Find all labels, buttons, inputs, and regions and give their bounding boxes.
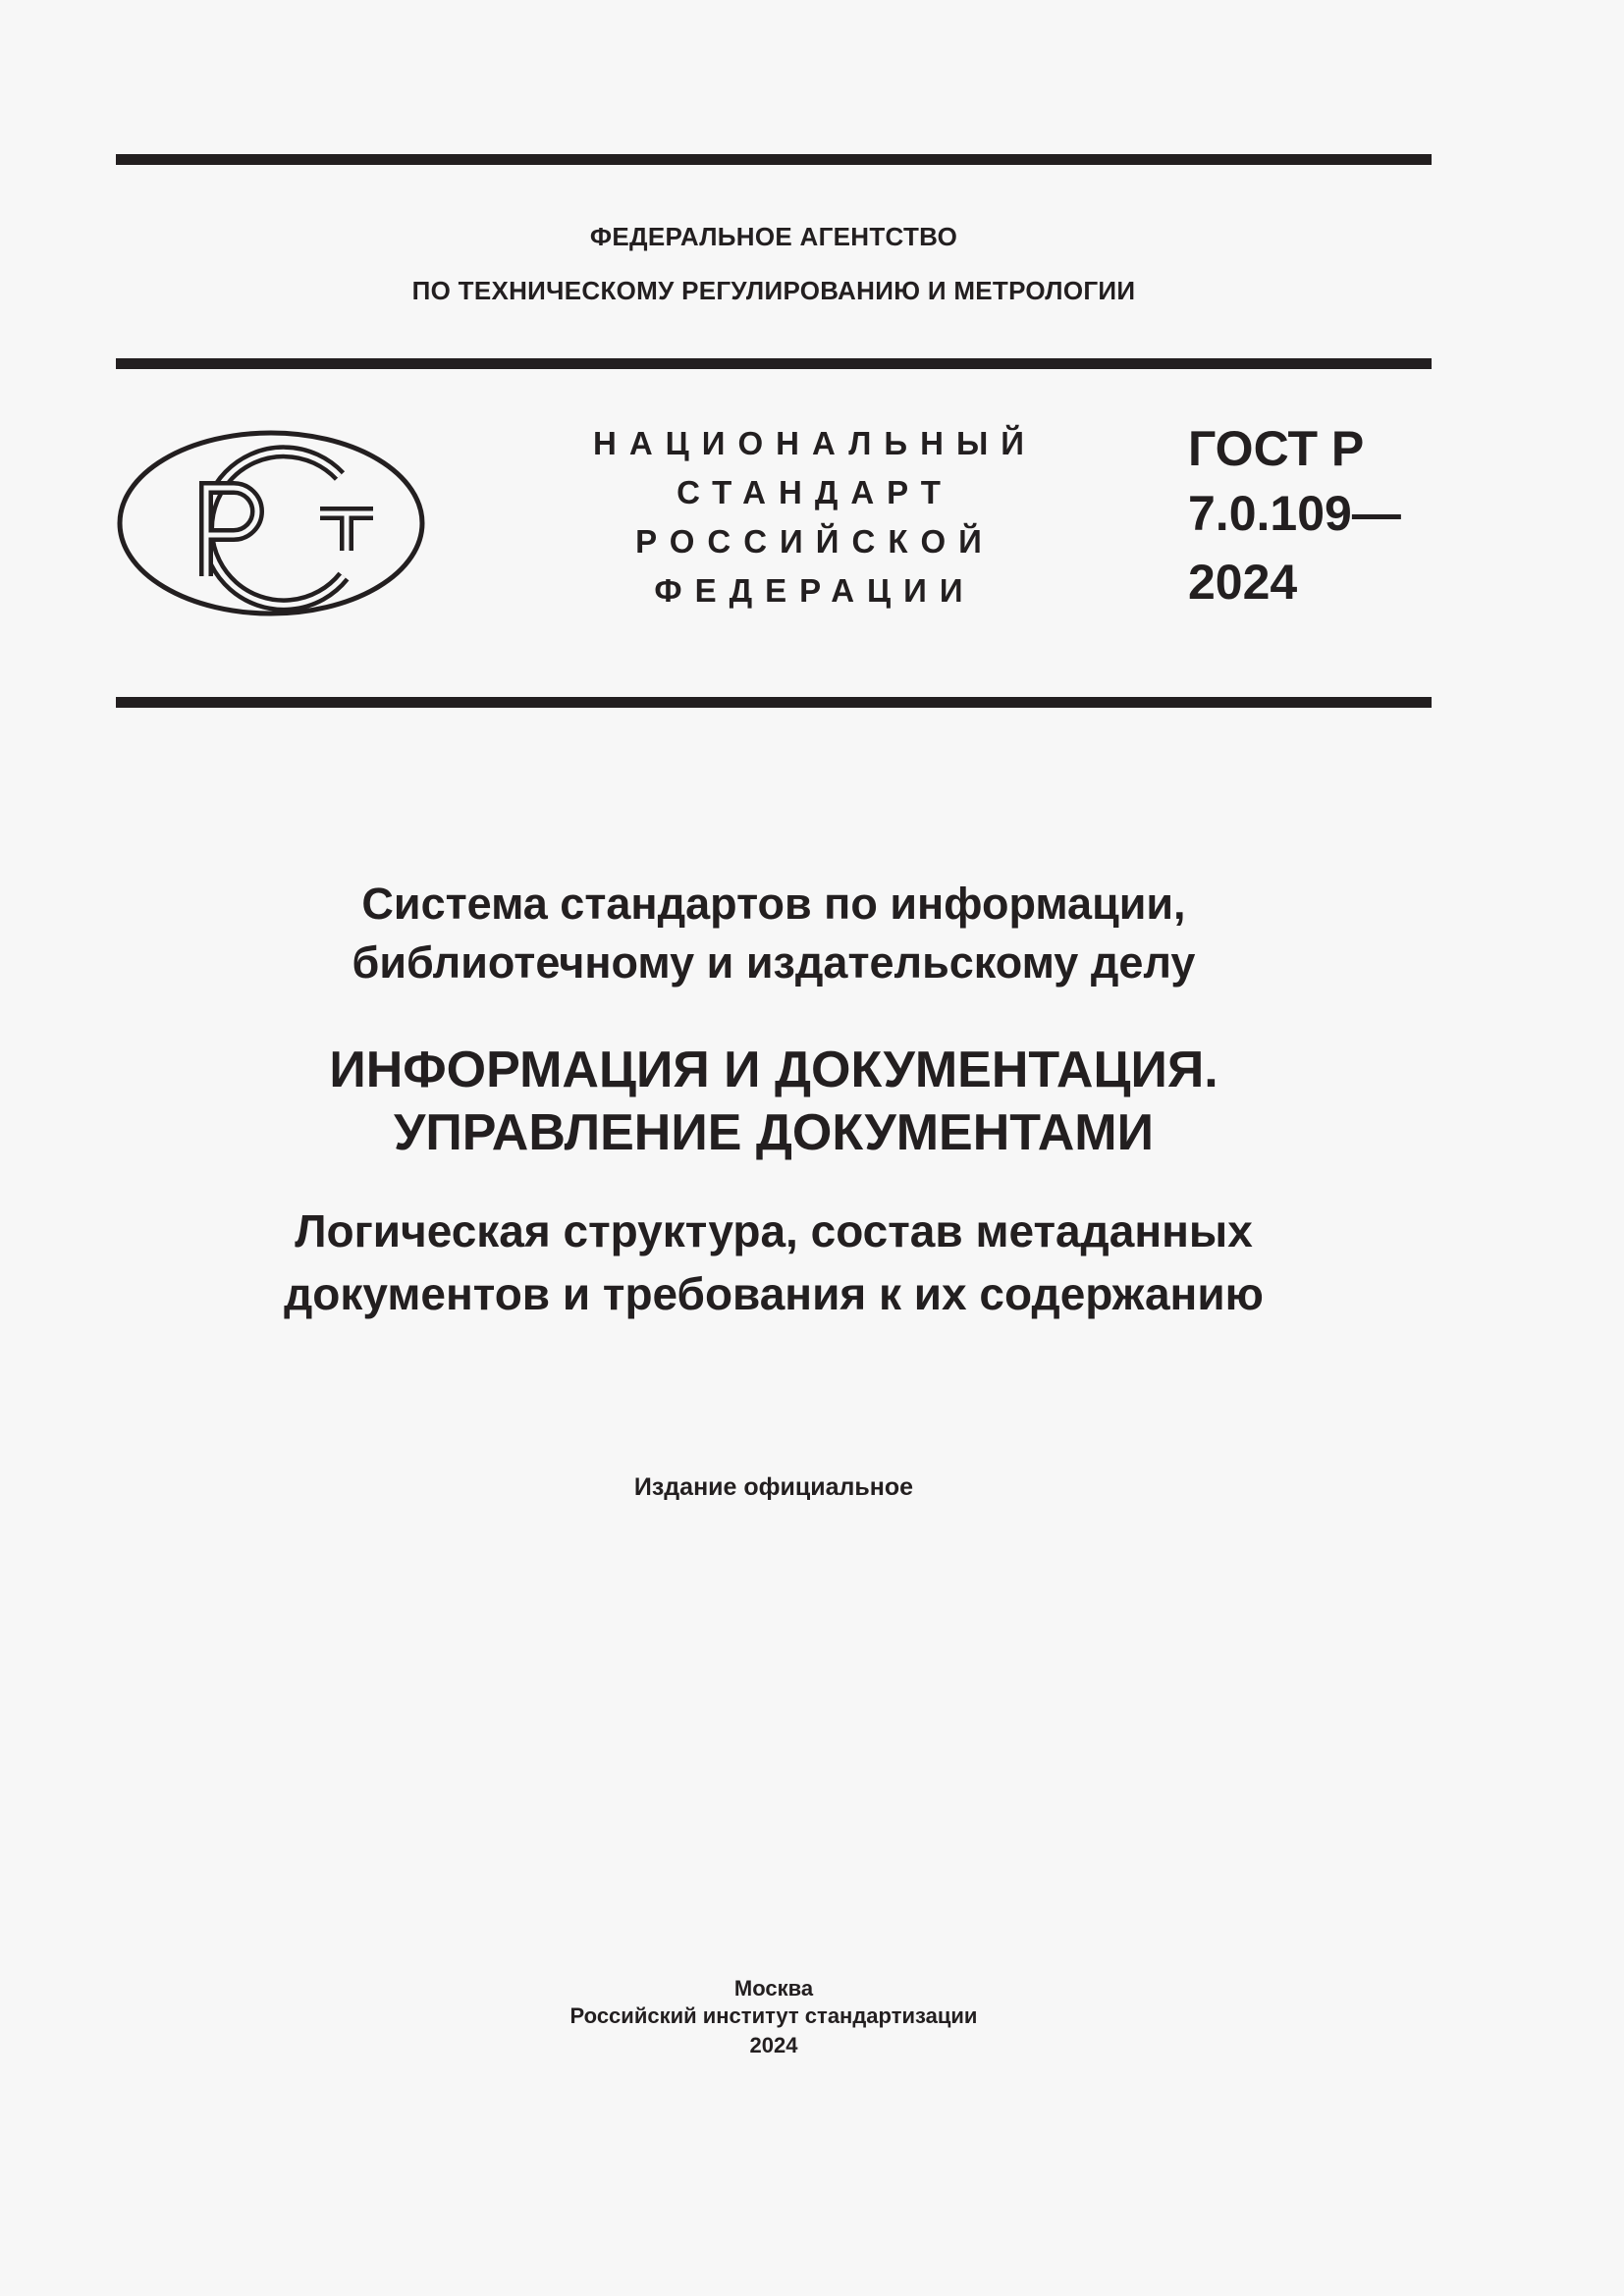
standard-designation-line-2: 7.0.109— [1188,486,1401,541]
national-standard-line-2: СТАНДАРТ [677,474,953,510]
imprint-publisher: Российский институт стандартизации [569,2003,978,2028]
top-rule [116,154,1432,165]
imprint-year: 2024 [749,2033,798,2057]
divider-rule [116,697,1432,708]
standard-designation-line-1: ГОСТ Р [1188,421,1365,476]
main-title-line-2: УПРАВЛЕНИЕ ДОКУМЕНТАМИ [393,1104,1155,1161]
national-standard-line-3: РОССИЙСКОЙ [635,523,995,560]
standard-designation-line-3: 2024 [1188,555,1298,610]
agency-name-line-2: ПО ТЕХНИЧЕСКОМУ РЕГУЛИРОВАНИЮ И МЕТРОЛОГИИ [411,276,1136,305]
series-title-line-2: библиотечному и издательскому делу [352,937,1196,988]
edition-label: Издание официальное [633,1473,914,1501]
series-title-line-1: Система стандартов по информации, [361,879,1186,929]
subtitle-line-1: Логическая структура, состав метаданных [295,1205,1253,1256]
main-title-line-1: ИНФОРМАЦИЯ И ДОКУМЕНТАЦИЯ. [329,1041,1218,1098]
header-rule [116,358,1432,369]
imprint-city: Москва [733,1976,814,2001]
national-standard-line-1: НАЦИОНАЛЬНЫЙ [593,425,1037,461]
subtitle-line-2: документов и требования к их содержанию [284,1268,1264,1319]
national-standard-line-4: ФЕДЕРАЦИИ [654,572,976,609]
pct-certification-mark-icon [116,429,426,617]
agency-name-line-1: ФЕДЕРАЛЬНОЕ АГЕНТСТВО [589,222,958,251]
